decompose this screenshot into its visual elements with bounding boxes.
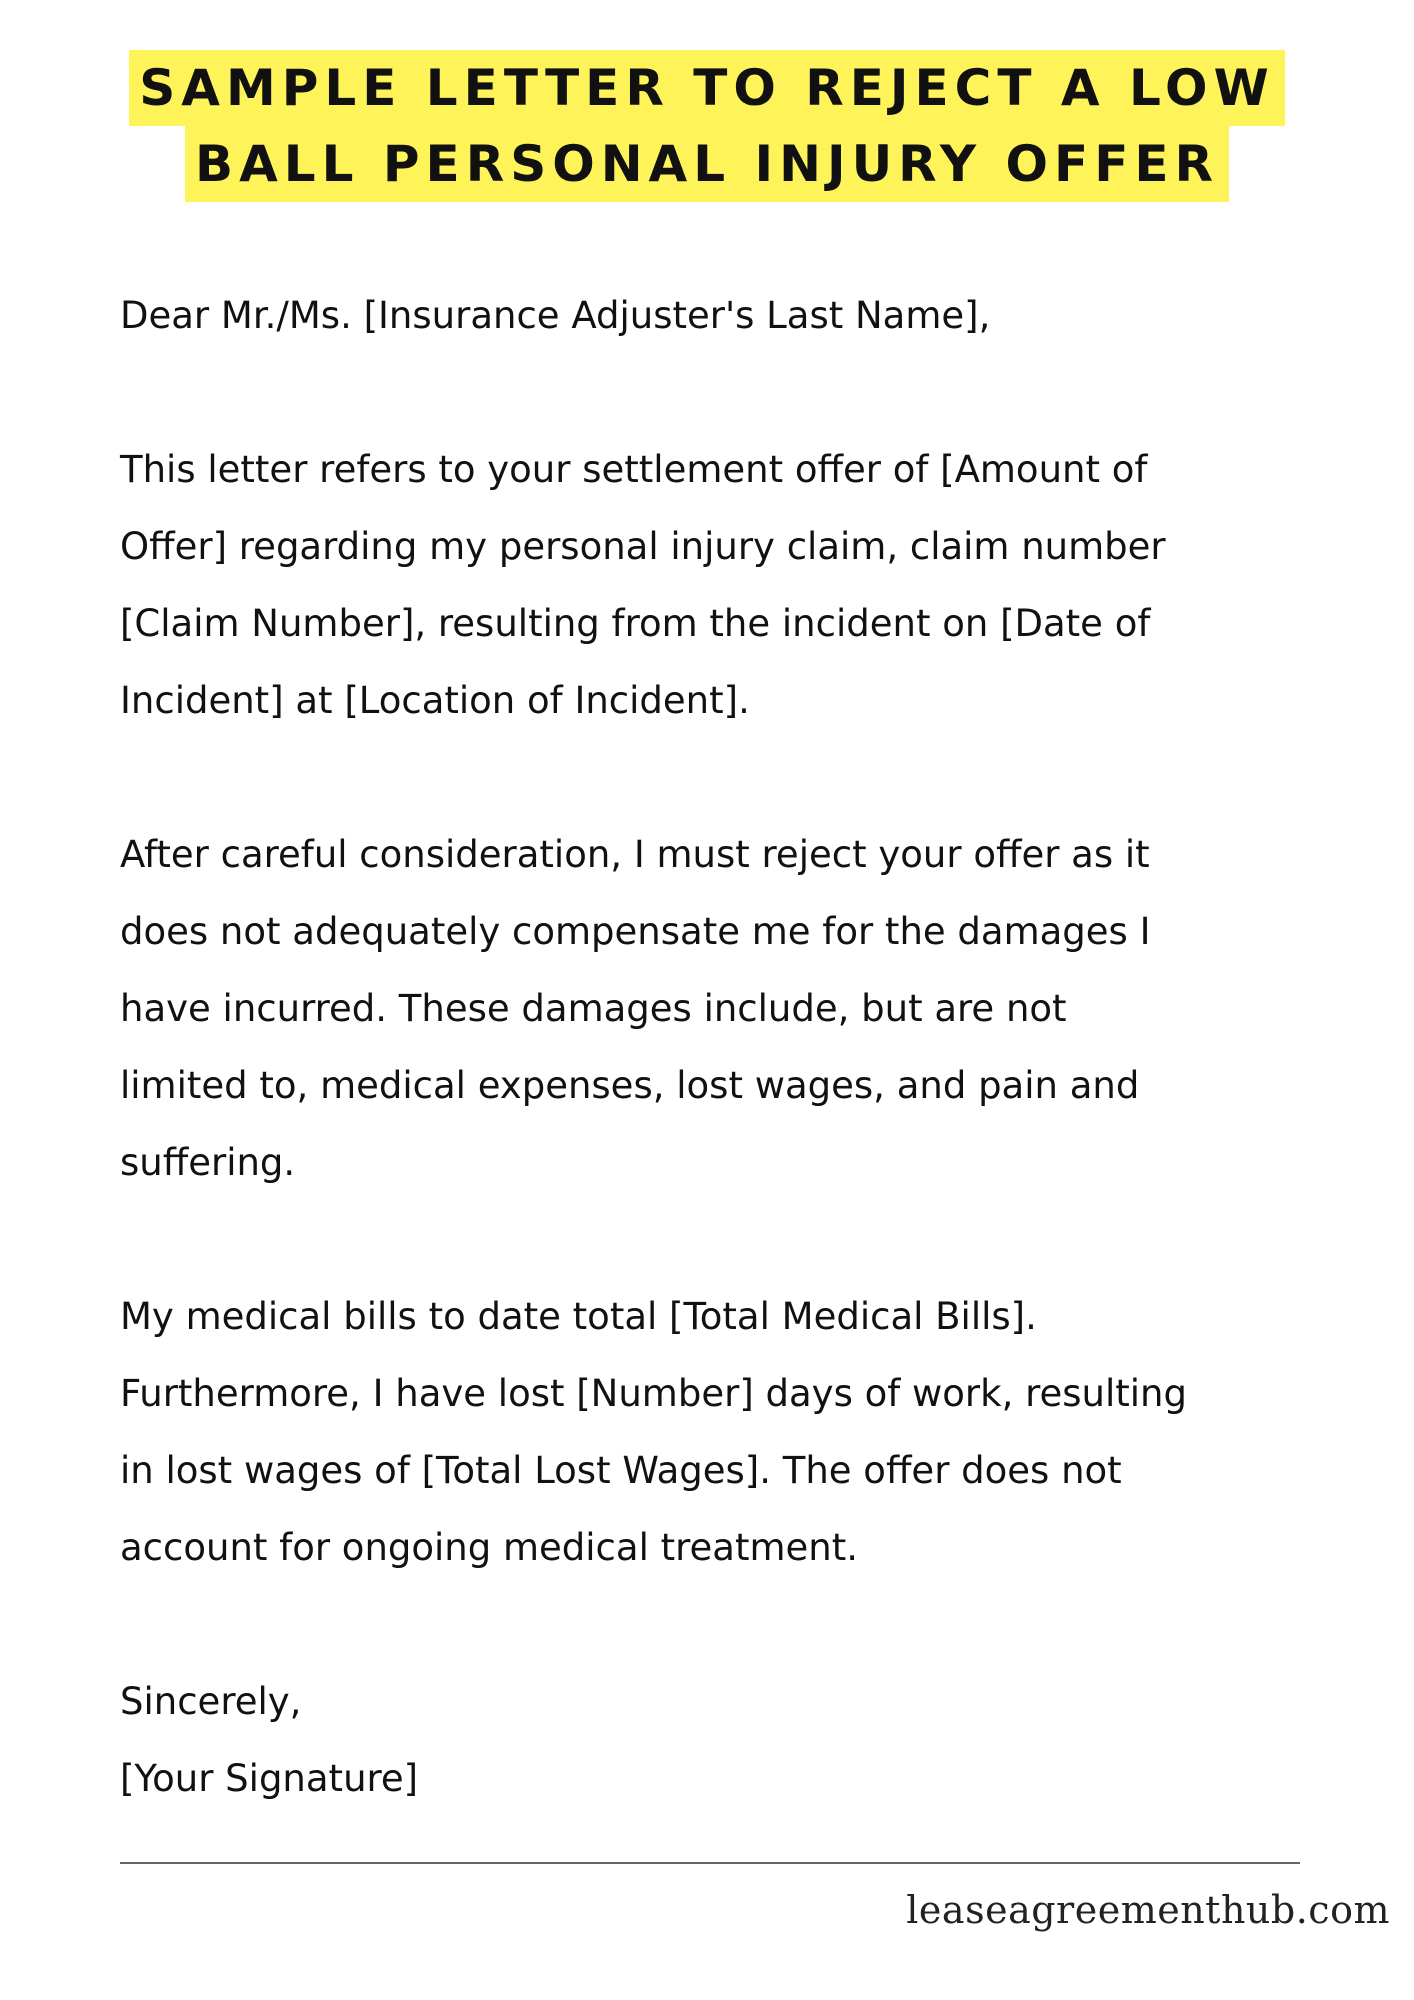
title-line-1: SAMPLE LETTER TO REJECT A LOW	[129, 50, 1284, 126]
paragraph-line: This letter refers to your settlement offer of [Amount of	[120, 448, 1148, 491]
paragraph-line: Incident] at [Location of Incident].	[120, 679, 750, 722]
salutation-text: Dear Mr./Ms. [Insurance Adjuster's Last Name],	[120, 294, 991, 337]
paragraph-line: account for ongoing medical treatment.	[120, 1526, 858, 1569]
document-title	[0, 50, 1414, 202]
paragraph-line: does not adequately compensate me for the damages I	[120, 910, 1151, 953]
paragraph-line: [Claim Number], resulting from the incident on [Date of	[120, 602, 1151, 645]
signature-placeholder: [Your Signature]	[120, 1757, 419, 1800]
paragraph-line: limited to, medical expenses, lost wages, and pain and	[120, 1064, 1140, 1107]
paragraph-line: My medical bills to date total [Total Medical Bills].	[120, 1295, 1037, 1338]
letter-paragraph-3	[120, 1278, 1370, 1586]
paragraph-line: After careful consideration, I must reject your offer as it	[120, 833, 1150, 876]
letter-paragraph-2	[120, 816, 1370, 1201]
letter-salutation	[120, 277, 1370, 354]
footer-website: leaseagreementhub.com	[906, 1888, 1390, 1932]
title-line-2: BALL PERSONAL INJURY OFFER	[185, 126, 1229, 202]
letter-paragraph-1	[120, 431, 1370, 739]
paragraph-line: have incurred. These damages include, but are not	[120, 987, 1067, 1030]
paragraph-line: suffering.	[120, 1141, 296, 1184]
footer-divider	[120, 1862, 1300, 1864]
paragraph-line: in lost wages of [Total Lost Wages]. The offer does not	[120, 1449, 1122, 1492]
paragraph-line: Furthermore, I have lost [Number] days of work, resulting	[120, 1372, 1187, 1415]
closing-text: Sincerely,	[120, 1680, 302, 1723]
paragraph-line: Offer] regarding my personal injury claim, claim number	[120, 525, 1166, 568]
letter-closing	[120, 1663, 1370, 1817]
